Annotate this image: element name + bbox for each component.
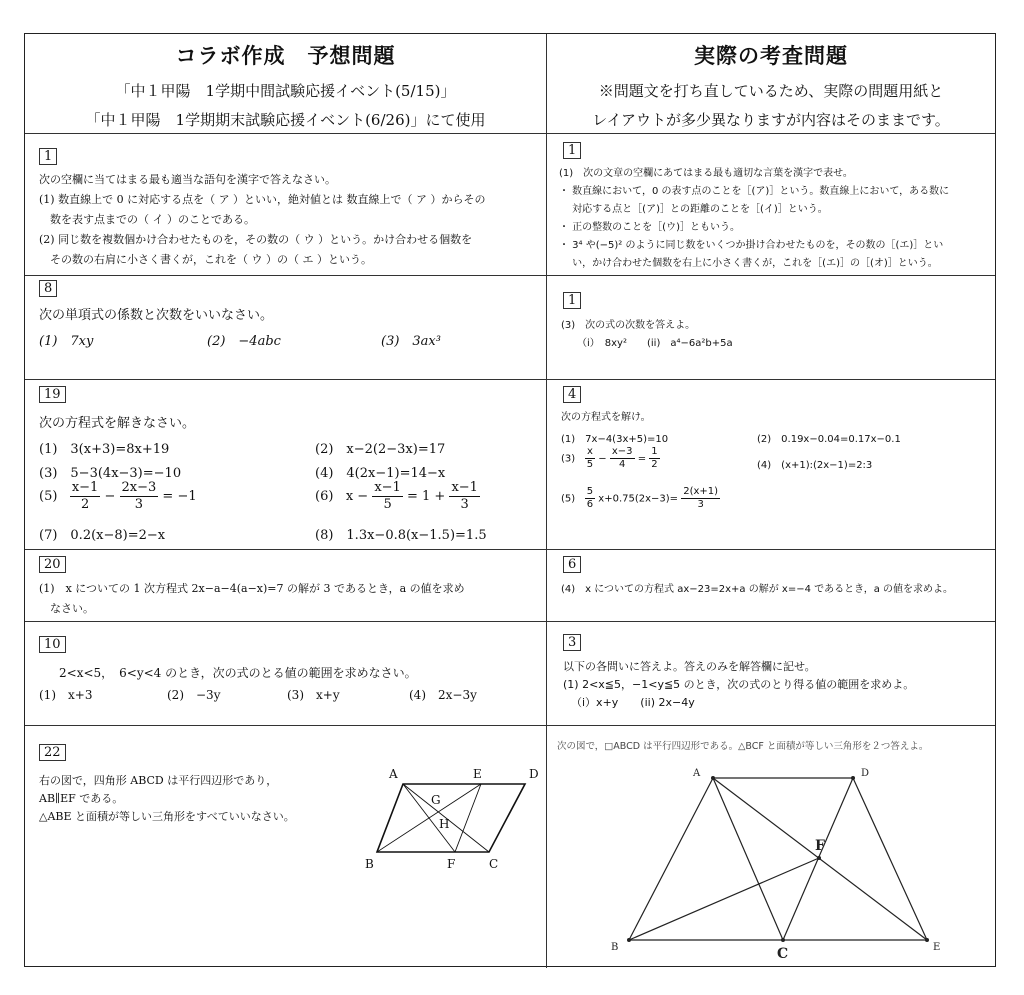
text-line: （i）x+y (ii) 2x−4y [571, 696, 695, 709]
equation-tail: = −1 [162, 489, 197, 504]
equation-2: (2) x−2(2−3x)=17 [315, 442, 446, 457]
denominator: 4 [618, 459, 626, 470]
segment-ac [713, 778, 783, 940]
text-line: ・ 正の整数のことを［(ウ)］ともいう。 [559, 222, 740, 233]
text-line: (4) x についての方程式 ax−23=2x+a の解が x=−4 であるとき，a の値を求めよ。 [561, 584, 954, 595]
problem-1: (1) x+3 [39, 688, 93, 702]
right-title: 実際の考査問題 [694, 43, 848, 68]
problem-1: (1) 7xy [39, 334, 94, 349]
text-line: △ABE と面積が等しい三角形をすべていいなさい。 [39, 810, 295, 823]
equation-mid: x+0.75(2x−3)= [598, 493, 679, 505]
left-subtitle-2: 「中１甲陽 1学期期末試験応援イベント(6/26)」にて使用 [85, 111, 486, 129]
numerator: x−1 [71, 480, 99, 495]
label-b: B [611, 942, 619, 953]
point-f [817, 856, 821, 860]
row-vocabulary [25, 134, 995, 276]
denominator: 5 [586, 459, 594, 470]
fraction [449, 480, 480, 513]
left-title: コラボ作成 予想問題 [175, 43, 396, 68]
left-q20 [25, 550, 547, 621]
denominator: 2 [651, 459, 658, 470]
right-header [547, 34, 995, 133]
left-header [25, 34, 547, 133]
numerator: x−1 [451, 480, 478, 495]
question-number: 8 [39, 280, 57, 297]
label-a: A [693, 768, 701, 779]
text-line: 対応する点と［(ア)］との距離のことを［(イ)］という。 [559, 204, 828, 215]
row-equations [25, 380, 995, 550]
problem-items: （i） 8xy² (ii) a⁴−6a²b+5a [577, 338, 733, 349]
point-e [925, 938, 929, 942]
fraction [372, 480, 403, 513]
row-geometry [25, 726, 995, 968]
equation-1: (1) 7x−4(3x+5)=10 [561, 434, 669, 445]
problem-2: (2) −3y [167, 688, 221, 702]
question-number: 4 [563, 386, 581, 403]
text-line: その数の右肩に小さく書くが，これを（ ウ ）の（ エ ）という。 [39, 253, 372, 266]
text-line: AB∥EF である。 [39, 792, 124, 805]
equation-3: (3) $\frac{x}{5}$ − $\frac{x-3}{4}$ = $\frac{1}{2}$ [561, 446, 658, 470]
equation-5 [561, 486, 720, 511]
numerator: x−3 [611, 446, 633, 457]
label-h: H [439, 817, 450, 831]
row-monomial [25, 276, 995, 380]
equation-label: (6) [315, 489, 334, 504]
label-g: G [431, 793, 441, 807]
equation-1: (1) 3(x+3)=8x+19 [39, 442, 170, 457]
text-line: ・ 数直線において，0 の表す点のことを［(ア)］という。数直線上において，ある数に [559, 186, 950, 197]
question-number: 1 [563, 292, 581, 309]
row-solution-param [25, 550, 995, 622]
question-number: 20 [39, 556, 66, 573]
question-number: 19 [39, 386, 66, 403]
point-d [851, 776, 855, 780]
label-a: A [389, 767, 398, 781]
numerator: x [585, 446, 595, 459]
numerator: 2(x+1) [683, 486, 719, 497]
point-c [781, 938, 785, 942]
point-a [711, 776, 715, 780]
comparison-sheet [24, 33, 996, 967]
text-line: (2) 同じ数を複数個かけ合わせたものを，その数の（ ウ ）という。かけ合わせる個数を [39, 233, 473, 246]
equation-label: (5) [39, 489, 58, 504]
question-number: 3 [563, 634, 581, 651]
parallelogram-abcd [377, 784, 525, 852]
instruction: 次の単項式の係数と次数をいいなさい。 [39, 308, 274, 323]
segment-bf [629, 858, 819, 940]
parallelogram-figure [365, 764, 545, 882]
text-line: 数を表す点までの（ イ ）のことである。 [39, 213, 255, 226]
denominator: 6 [586, 499, 594, 510]
right-q6 [547, 550, 995, 621]
left-q10 [25, 622, 547, 725]
right-q1 [547, 134, 995, 275]
equation-4: (4) 4(2x−1)=14−x [315, 466, 446, 481]
right-q4 [547, 380, 995, 549]
equation-7: (7) 0.2(x−8)=2−x [39, 528, 166, 543]
right-q3 [547, 622, 995, 725]
equation-8: (8) 1.3x−0.8(x−1.5)=1.5 [315, 528, 487, 543]
text-line: 2<x<5， 6<y<4 のとき，次の式のとる値の範囲を求めなさい。 [59, 666, 417, 680]
equation-lead: x − [345, 489, 369, 504]
segment-de [853, 778, 927, 940]
equation-3: (3) 5−3(4x−3)=−10 [39, 466, 182, 481]
text-line: 次の空欄に当てはまる最も適当な語句を漢字で答えなさい。 [39, 173, 336, 186]
numerator: 5 [586, 486, 594, 497]
equation-label: (5) [561, 493, 576, 505]
text-line: い，かけ合わせた個数を右上に小さく書くが，これを［(エ)］の［(オ)］という。 [559, 258, 938, 269]
fraction [120, 480, 159, 513]
label-e: E [473, 767, 482, 781]
left-q19 [25, 380, 547, 549]
fraction [70, 480, 101, 513]
question-number: 1 [563, 142, 581, 159]
equation-2: (2) 0.19x−0.04=0.17x−0.1 [757, 434, 901, 445]
fraction [649, 446, 659, 471]
label-d: D [861, 768, 870, 779]
question-number: 6 [563, 556, 581, 573]
denominator: 3 [460, 497, 469, 512]
left-q1 [25, 134, 547, 275]
label-f: F [815, 838, 825, 854]
problem-3: (3) 3ax³ [381, 334, 441, 349]
fraction [681, 486, 720, 511]
label-d: D [529, 767, 539, 781]
numerator: x−1 [374, 480, 401, 495]
text-line: (1) 次の文章の空欄にあてはまる最も適切な言葉を漢字で表せ。 [559, 168, 853, 179]
equation-mid: = 1 + [406, 489, 446, 504]
denominator: 3 [134, 497, 144, 512]
text-line: 右の図で，四角形 ABCD は平行四辺形であり， [39, 774, 278, 787]
fraction [585, 446, 595, 471]
label-c: C [489, 857, 499, 871]
numerator: 2x−3 [121, 480, 157, 495]
instruction: 次の方程式を解きなさい。 [39, 416, 196, 431]
text-line: 以下の各問いに答えよ。答えのみを解答欄に記せ。 [563, 660, 816, 673]
equation-label: (3) [561, 453, 576, 465]
problem-3: (3) x+y [287, 688, 340, 702]
question-number: 22 [39, 744, 66, 761]
right-subtitle-2: レイアウトが多少異なりますが内容はそのままです。 [592, 111, 950, 129]
text-line: (1) 2<x≦5，−1<y≦5 のとき，次の式のとり得る値の範囲を求めよ。 [563, 678, 915, 691]
equation-6 [315, 480, 480, 513]
denominator: 3 [697, 499, 704, 510]
label-e: E [933, 942, 941, 953]
right-q1-3 [547, 276, 995, 379]
text-line: (1) x についての 1 次方程式 2x−a−4(a−x)=7 の解が 3 であるとき，a の値を求め [39, 582, 465, 595]
text-line: 次の図で，□ABCD は平行四辺形である。△BCF と面積が等しい三角形を２つ答えよ。 [557, 741, 929, 752]
denominator: 5 [383, 497, 392, 512]
numerator: 1 [651, 446, 658, 457]
label-c: C [777, 946, 789, 962]
denominator: 2 [80, 497, 90, 512]
instruction: (3) 次の式の次数を答えよ。 [561, 320, 696, 331]
label-f: F [447, 857, 456, 871]
row-ranges [25, 622, 995, 726]
fraction [585, 486, 595, 511]
text-line: (1) 数直線上で 0 に対応する点を（ ア ）といい，絶対値とは 数直線上で（ ア ）からその [39, 193, 486, 206]
left-subtitle-1: 「中１甲陽 1学期中間試験応援イベント(5/15)」 [115, 82, 456, 100]
label-b: B [365, 857, 374, 871]
header-row [25, 34, 995, 134]
text-line: なさい。 [39, 602, 94, 615]
instruction: 次の方程式を解け。 [561, 412, 651, 423]
left-q8 [25, 276, 547, 379]
segment-ef [455, 784, 481, 852]
question-number: 10 [39, 636, 66, 653]
right-geometry [547, 726, 995, 968]
segment-ab [629, 778, 713, 940]
trapezoid-figure [587, 758, 987, 966]
text-line: ・ 3⁴ や(−5)² のように同じ数をいくつか掛け合わせたものを，その数の［(エ)］とい [559, 240, 944, 251]
question-number: 1 [39, 148, 57, 165]
problem-2: (2) −4abc [207, 334, 281, 349]
point-b [627, 938, 631, 942]
right-subtitle-1: ※問題文を打ち直しているため、実際の問題用紙と [598, 82, 944, 100]
equation-5: (5) $\frac{x-1}{2}$ − $\frac{2x-3}{3}$ = −1 [39, 480, 197, 512]
problem-4: (4) 2x−3y [409, 688, 477, 702]
left-q22 [25, 726, 547, 968]
equation-4: (4) (x+1):(2x−1)=2:3 [757, 460, 873, 471]
fraction [610, 446, 635, 471]
